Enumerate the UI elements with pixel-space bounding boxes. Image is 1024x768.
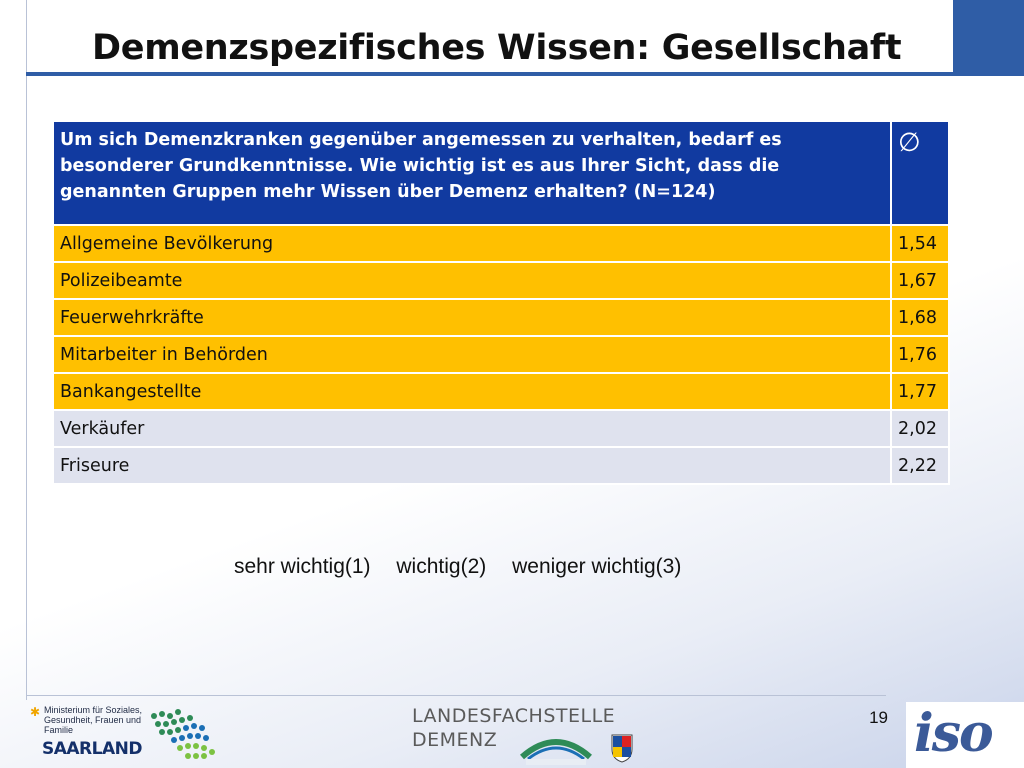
legend-item: sehr wichtig(1) (234, 555, 371, 578)
average-symbol: ∅ (891, 121, 949, 225)
page-number: 19 (869, 708, 888, 727)
demenz-verein-arc-icon (516, 727, 596, 767)
row-value: 1,68 (891, 299, 949, 336)
table-row (53, 373, 949, 410)
table-row (53, 299, 949, 336)
logo-line-1: LANDESFACHSTELLE (412, 705, 616, 727)
saarland-dot-map-icon (144, 704, 220, 764)
row-value: 2,22 (891, 447, 949, 484)
legend-item: weniger wichtig(3) (512, 555, 682, 578)
table-row (53, 447, 949, 484)
row-value: 1,77 (891, 373, 949, 410)
header-question: Um sich Demenzkranken gegenüber angemessen zu verhalten, bedarf es besonderer Grundkenntnisse. Wie wichtig ist es aus Ihrer Sicht, dass die genannten Gruppen mehr Wissen über Demenz erhalten? (N=124) (53, 121, 891, 225)
landesfachstelle-logo (412, 705, 652, 765)
legend-item: wichtig(2) (396, 555, 487, 578)
table-row (53, 410, 949, 447)
row-value: 1,54 (891, 225, 949, 262)
table-header-row (53, 121, 949, 225)
title-underline (26, 72, 953, 76)
table-row (53, 336, 949, 373)
scale-legend (234, 555, 701, 579)
row-label: Polizeibeamte (53, 262, 891, 299)
row-label: Mitarbeiter in Behörden (53, 336, 891, 373)
ministry-text: Ministerium für Soziales, Gesundheit, Frauen und Familie (44, 705, 143, 735)
ministry-brand: SAARLAND (42, 739, 142, 759)
slide-title: Demenzspezifisches Wissen: Gesellschaft (92, 28, 902, 68)
row-value: 1,67 (891, 262, 949, 299)
left-border-line (26, 0, 27, 700)
table-row (53, 225, 949, 262)
survey-table (52, 120, 950, 485)
row-label: Friseure (53, 447, 891, 484)
row-value: 2,02 (891, 410, 949, 447)
row-label: Bankangestellte (53, 373, 891, 410)
row-label: Feuerwehrkräfte (53, 299, 891, 336)
iso-logo (906, 702, 1024, 768)
saarland-crest-icon (610, 731, 634, 763)
iso-logo-text: iso (914, 703, 992, 764)
row-label: Allgemeine Bevölkerung (53, 225, 891, 262)
row-value: 1,76 (891, 336, 949, 373)
logo-line-2: DEMENZ (412, 729, 498, 751)
table-row (53, 262, 949, 299)
row-label: Verkäufer (53, 410, 891, 447)
corner-accent-block (953, 0, 1024, 76)
footer-divider (26, 695, 886, 696)
star-icon: ✱ (30, 705, 41, 719)
ministry-logo (30, 703, 152, 763)
